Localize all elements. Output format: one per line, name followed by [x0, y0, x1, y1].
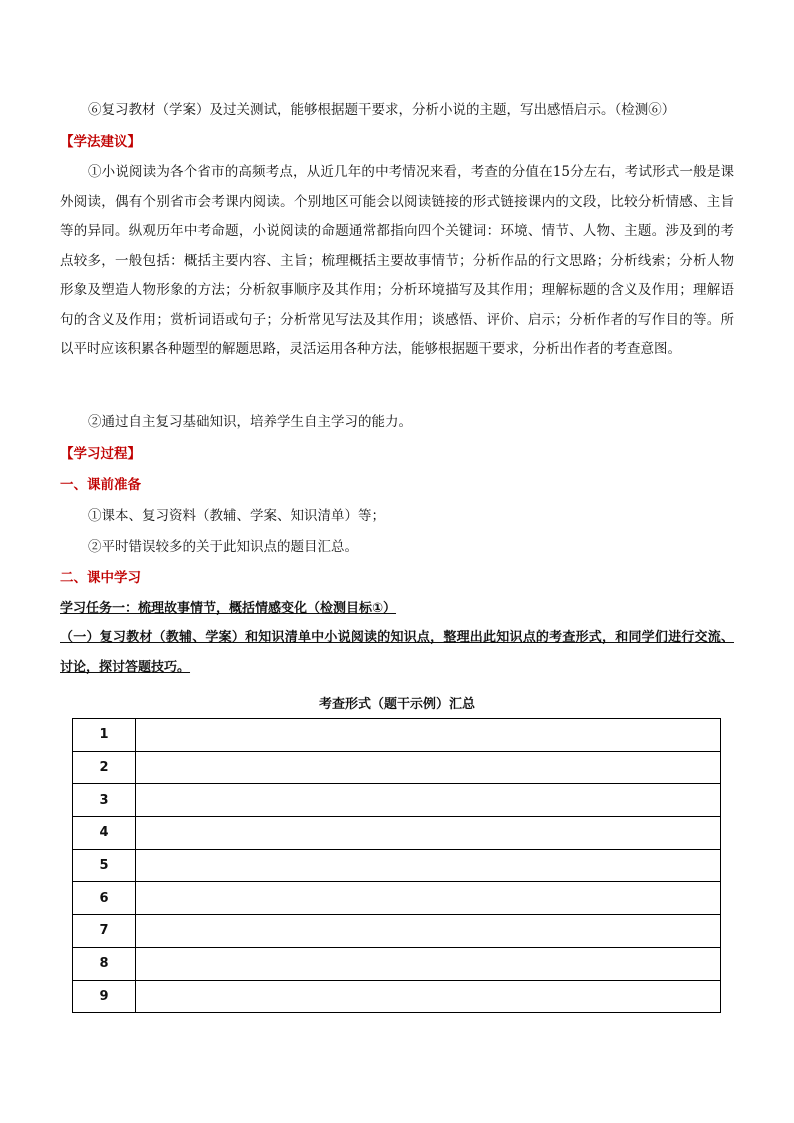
- answer-cell[interactable]: [136, 784, 721, 817]
- class-heading: 二、课中学习: [60, 570, 141, 586]
- row-number: 5: [73, 849, 136, 882]
- task-1-heading: 学习任务一：梳理故事情节，概括情感变化（检测目标①）: [60, 601, 397, 616]
- table-row: [73, 915, 721, 948]
- prep-heading: 一、课前准备: [60, 477, 141, 493]
- row-number: 7: [73, 915, 136, 948]
- row-number: 6: [73, 882, 136, 915]
- answer-cell[interactable]: [136, 751, 721, 784]
- table-row: [73, 980, 721, 1013]
- table-row: [73, 849, 721, 882]
- table-row: [73, 751, 721, 784]
- table-row: [73, 947, 721, 980]
- row-number: 9: [73, 980, 136, 1013]
- answer-cell[interactable]: [136, 817, 721, 850]
- answer-cell[interactable]: [136, 719, 721, 752]
- answer-cell[interactable]: [136, 882, 721, 915]
- row-number: 3: [73, 784, 136, 817]
- task-1-subtask: （一）复习教材（教辅、学案）和知识清单中小说阅读的知识点，整理出此知识点的考查形式，和同学们进行交流、讨论，探讨答题技巧。: [60, 630, 734, 675]
- answer-cell[interactable]: [136, 980, 721, 1013]
- table-row: [73, 817, 721, 850]
- summary-table: [72, 718, 721, 1013]
- answer-cell[interactable]: [136, 915, 721, 948]
- prep-item-1: ①课本、复习资料（教辅、学案、知识清单）等；: [88, 508, 385, 524]
- goal-6: ⑥复习教材（学案）及过关测试，能够根据题干要求，分析小说的主题，写出感悟启示。（检测⑥）: [88, 102, 676, 118]
- study-advice-heading: 【学法建议】: [60, 134, 141, 150]
- table-row: [73, 719, 721, 752]
- study-advice-para-2: ②通过自主复习基础知识，培养学生自主学习的能力。: [88, 414, 412, 430]
- table-row: [73, 784, 721, 817]
- row-number: 8: [73, 947, 136, 980]
- table-row: [73, 882, 721, 915]
- study-advice-para-1: ①小说阅读为各个省市的高频考点，从近几年的中考情况来看，考查的分值在15分左右，考试形式一般是课外阅读，偶有个别省市会考课内阅读。个别地区可能会以阅读链接的形式链接课内的文段，比较分析情感、主旨等的异同。纵观历年中考命题，小说阅读的命题通常都指向四个关键词：环境、情节、人物、主题。涉及到的考点较多，一般包括：概括主要内容、主旨；梳理概括主要故事情节；分析作品的行文思路；分析线索；分析人物形象及塑造人物形象的方法；分析叙事顺序及其作用；分析环境描写及其作用；理解标题的含义及作用；理解语句的含义及作用；赏析词语或句子；分析常见写法及其作用；谈感悟、评价、启示；分析作者的写作目的等。所以平时应该积累各种题型的解题思路，灵活运用各种方法，能够根据题干要求，分析出作者的考查意图。: [60, 164, 734, 357]
- process-heading: 【学习过程】: [60, 446, 141, 462]
- prep-item-2: ②平时错误较多的关于此知识点的题目汇总。: [88, 539, 358, 555]
- row-number: 4: [73, 817, 136, 850]
- answer-cell[interactable]: [136, 849, 721, 882]
- row-number: 2: [73, 751, 136, 784]
- row-number: 1: [73, 719, 136, 752]
- answer-cell[interactable]: [136, 947, 721, 980]
- table-caption: 考查形式（题干示例）汇总: [318, 697, 475, 712]
